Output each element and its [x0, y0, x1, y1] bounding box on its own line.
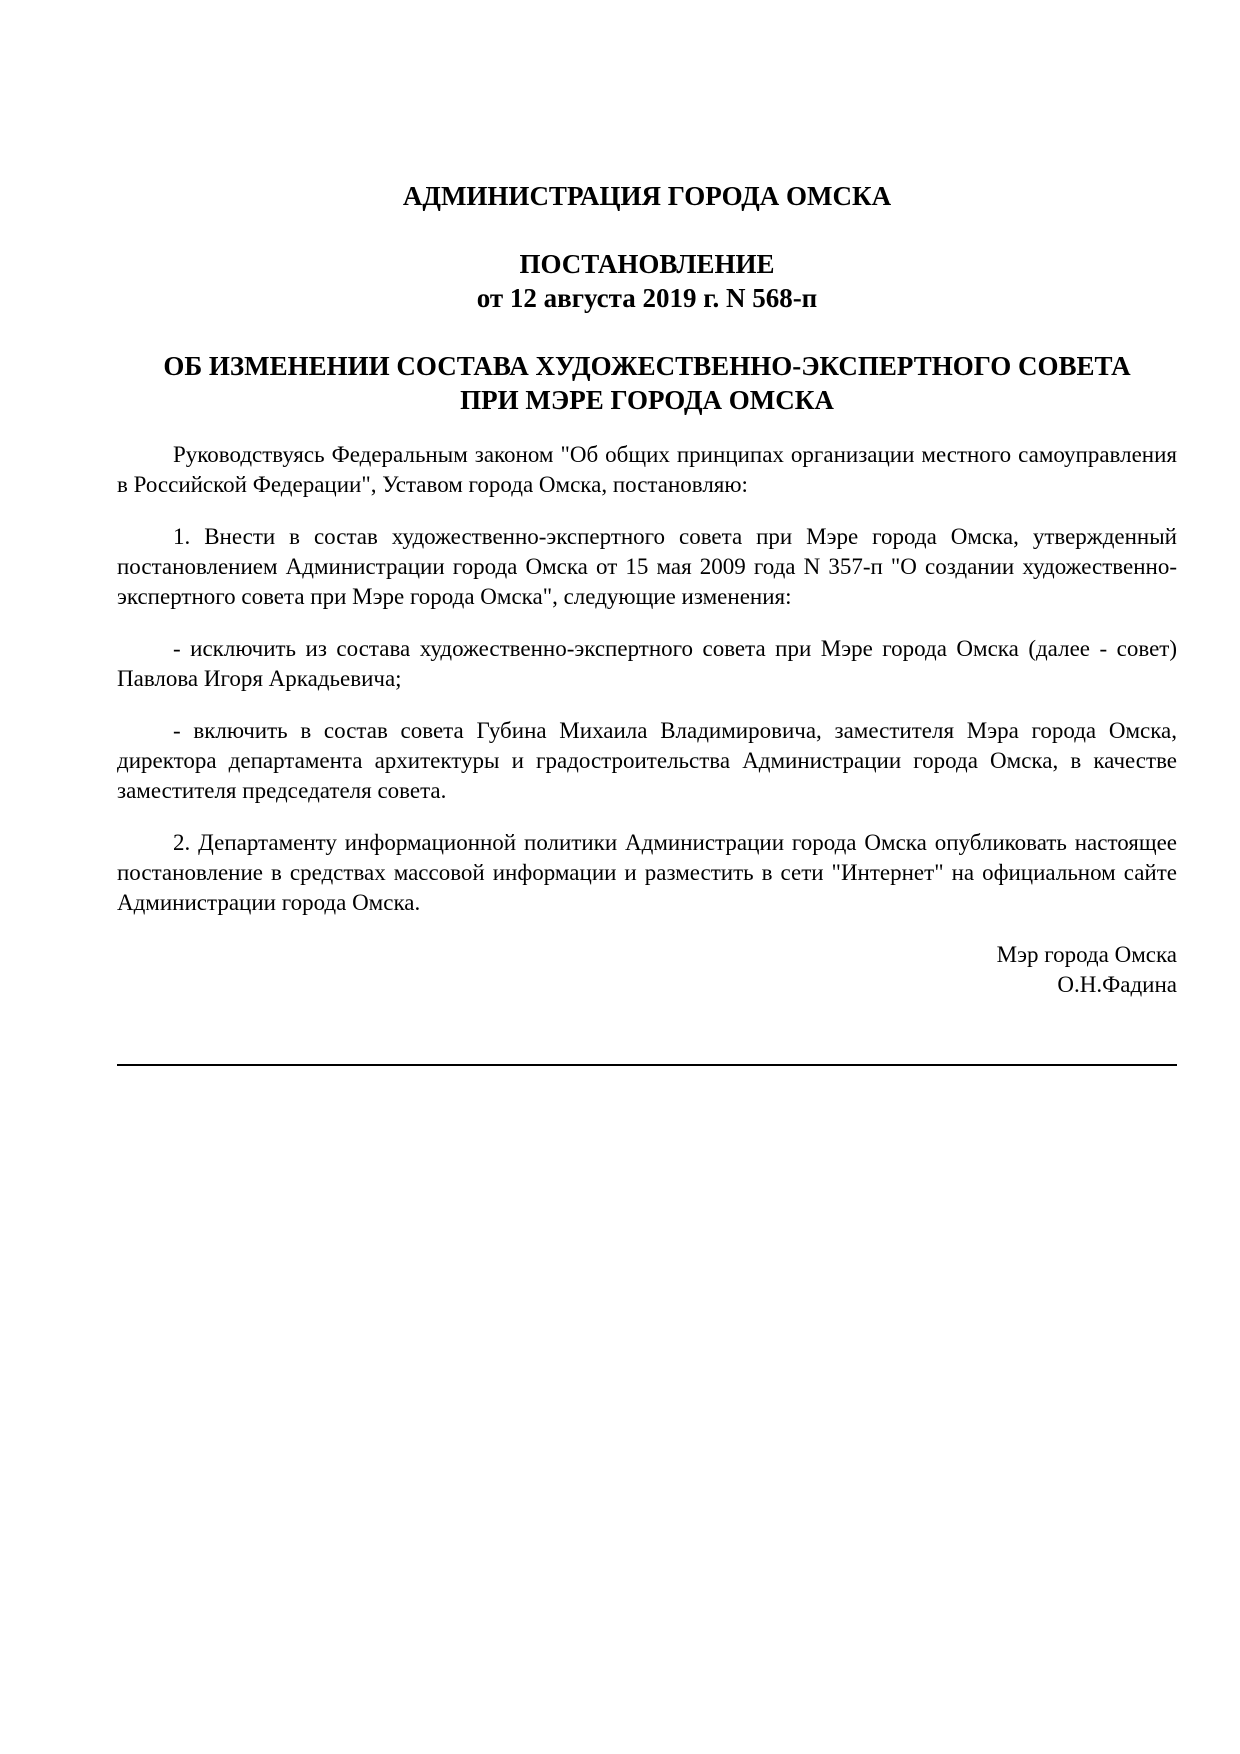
document-date-number: от 12 августа 2019 г. N 568-п	[476, 283, 818, 313]
item-1-paragraph: 1. Внести в состав художественно-экспертного совета при Мэре города Омска, утвержденный постановлением Администрации города Омска от 15 мая 2009 года N 357-п "О создании художественно-экспертного совета при Мэре города Омска", следующие изменения:	[117, 524, 1177, 609]
intro-paragraph: Руководствуясь Федеральным законом "Об общих принципах организации местного самоуправления в Российской Федерации", Уставом города Омска, постановляю:	[117, 442, 1177, 497]
item-2-paragraph: 2. Департаменту информационной политики Администрации города Омска опубликовать настоящее постановление в средствах массовой информации и разместить в сети "Интернет" на официальном сайте Администрации города Омска.	[117, 830, 1177, 915]
document-type-title: ПОСТАНОВЛЕНИЕ	[519, 249, 775, 279]
include-member-paragraph: - включить в состав совета Губина Михаила Владимировича, заместителя Мэра города Омска, директора департамента архитектуры и градостроительства Администрации города Омска, в качестве заместителя председателя совета.	[117, 718, 1177, 803]
organization-title: АДМИНИСТРАЦИЯ ГОРОДА ОМСКА	[402, 181, 892, 211]
signatory-name: О.Н.Фадина	[1057, 972, 1177, 997]
bottom-divider	[117, 1064, 1177, 1066]
signatory-position: Мэр города Омска	[996, 942, 1177, 967]
exclude-member-paragraph: - исключить из состава художественно-экспертного совета при Мэре города Омска (далее - совет) Павлова Игоря Аркадьевича;	[117, 636, 1177, 691]
document-page	[117, 0, 1177, 1754]
subject-title-line-1: ОБ ИЗМЕНЕНИИ СОСТАВА ХУДОЖЕСТВЕННО-ЭКСПЕРТНОГО СОВЕТА	[163, 351, 1131, 381]
subject-title-line-2: ПРИ МЭРЕ ГОРОДА ОМСКА	[460, 385, 834, 415]
